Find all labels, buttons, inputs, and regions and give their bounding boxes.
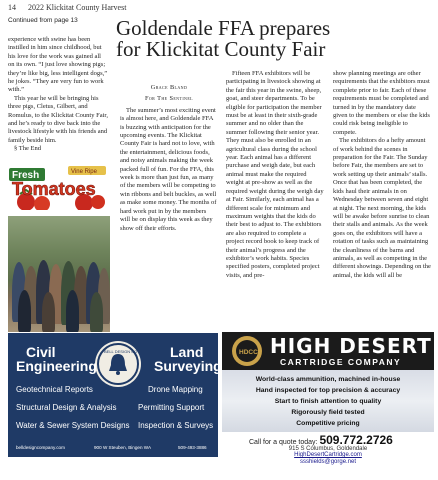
high-desert-ad[interactable]: [222, 332, 434, 465]
end-mark: § The End: [14, 145, 41, 153]
engineering-label: Engineering: [16, 358, 97, 374]
column-1: [8, 36, 108, 154]
article-title: Goldendale FFA prepares for Klickitat County Fair: [116, 16, 331, 61]
paragraph: This year he will be bringing his three pigs, Cletus, Gilbert, and Romulus, to the Klickitat County Fair, and he’s ready to dive back into the livestock lifestyle with his friends and family beside him.: [8, 94, 108, 144]
paragraph: Fifteen FFA exhibitors will be participating in livestock showing at the fair this year in the swine, sheep, goat, and steer departments. To be eligible for participation the member must be at least in their sixth-grade summer and no older than the summer following their senior year. They must also be enrolled in an agricultural class during the school year. Each animal has a different purchase and weigh date, but each animal must make the required weight at pre-show as well as the required weight during the weigh day at Fair. Similarly, each animal has a different scale for minimum and maximum weights that the kids do their best to adjust to. The exhibitors are also required to complete a project record book to keep track of their animal’s progress and the exhibitor’s work habits. Species specified posters, completed project visits, and pre-: [226, 70, 324, 279]
bell-design-ad[interactable]: [8, 333, 222, 457]
feature-line: Competitive pricing: [296, 420, 360, 427]
paragraph: experience with swine has been instilled in him since childhood, but his love for the work was gained all on its own. “I just love showing pigs; they’re like big, less intelligent dogs,” he jokes. “They are very fun to work with.”: [8, 36, 108, 94]
service-item: Drone Mapping: [148, 385, 203, 394]
tomatoes-word-fresh: Fresh: [12, 170, 40, 181]
paragraph: show planning meetings are other requirements that the exhibitors must complete prior to fair. Each of these requirements must be completed and turned in by the mandatory date given to the members or else the kids could risk being ineligible to compete.: [333, 70, 430, 136]
tomatoes-graphic: [8, 162, 108, 210]
high-desert-phone[interactable]: 509.772.2726: [319, 433, 393, 447]
high-desert-sub: CARTRIDGE COMPANY: [280, 357, 402, 367]
paragraph: The summer’s most exciting event is almost here, and Goldendale FFA is buzzing with anticipation for the upcoming events. The Klickitat County Fair is hard not to love, with the entertainment, delicious foods, and noisy animals making the week packed full of fun. For the FFA, this week is more than just fun, as many of the members will be competing to win ribbons and belt buckles, as well as make some money. The months of hard work put in by the members will be on display this week as they show off their efforts.: [120, 106, 217, 232]
page-number: 14: [8, 3, 16, 12]
continued-note: Continued from page 13: [8, 17, 78, 24]
high-desert-email[interactable]: ssshields@gorge.net: [299, 459, 357, 465]
feature-line: World-class ammunition, machined in-house: [255, 376, 401, 383]
hdcc-logo-icon: [230, 335, 264, 367]
surveying-label: Surveying: [154, 358, 222, 374]
column-3: [226, 70, 324, 280]
column-4: [333, 70, 431, 280]
service-item: Permitting Support: [138, 403, 205, 412]
page-header: [8, 3, 136, 12]
bell-address: 900 W Steuben, Bingen WA: [94, 445, 152, 450]
high-desert-website[interactable]: HighDesertCartridge.com: [294, 452, 362, 458]
high-desert-features: [222, 370, 434, 432]
feature-line: Rigorously field tested: [291, 409, 365, 416]
call-line: [249, 433, 393, 447]
bell-logo-text: BELL DESIGN CO: [104, 349, 137, 354]
group-photo: [8, 216, 110, 332]
service-item: Water & Sewer System Designs: [16, 421, 130, 430]
service-item: Geotechnical Reports: [16, 385, 93, 394]
feature-line: Hand inspected for top precision & accuracy: [255, 387, 401, 394]
feature-line: Start to finish attention to quality: [274, 398, 382, 405]
land-label: Land: [170, 344, 204, 360]
high-desert-banner: [222, 332, 434, 370]
paragraph: The exhibitors do a hefty amount of work behind the scenes in preparation for the Fair. The Sunday before Fair, the members are set to work setting up their animals’ stalls. Once that has been completed, the kids haul their animals in on Wednesday between seven and eight at night. The next morning, the kids will be awake before sunrise to clean their stalls and animals. As the week goes on, the exhibitors will have a rotation of tasks such as maintaining the cleanliness of the barns and animals, as well as competing in the different showings. Depending on the animal, the kids will all be: [333, 137, 431, 279]
high-desert-name: HIGH DESERT: [270, 334, 432, 358]
bell-logo: [97, 343, 139, 385]
byline-name: Grace Bland: [150, 84, 188, 91]
tomatoes-banner: Vine Ripe: [71, 169, 97, 175]
bell-website[interactable]: belldesigncompany.com: [16, 445, 65, 450]
civil-label: Civil: [26, 344, 56, 360]
byline-org: For The Sentinel: [144, 95, 194, 103]
service-item: Inspection & Surveys: [138, 421, 214, 430]
hdcc-logo-text: HDCC: [239, 349, 258, 356]
column-2: [120, 84, 218, 233]
call-label: Call for a quote today:: [249, 439, 318, 446]
tomatoes-word: Tomatoes: [12, 179, 96, 199]
service-item: Structural Design & Analysis: [16, 403, 117, 412]
publication-name: 2022 Klickitat County Harvest: [28, 3, 127, 12]
high-desert-address: 915 S Columbus, Goldendale: [288, 446, 368, 452]
bell-phone: 509-493-3886: [178, 445, 207, 450]
